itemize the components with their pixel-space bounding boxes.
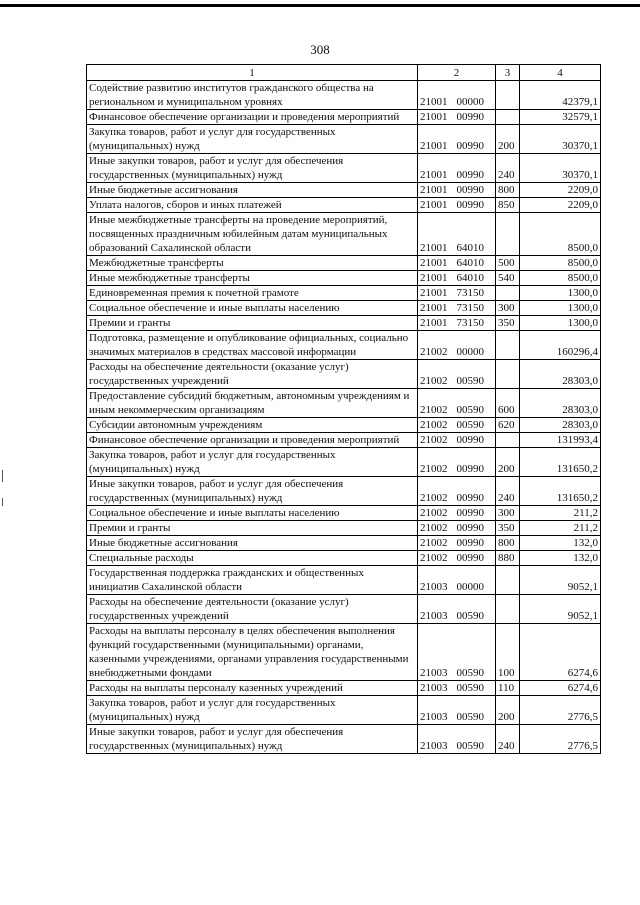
row-amount: 9052,1: [520, 595, 601, 624]
row-code-direction: 00990: [456, 140, 484, 152]
row-code-direction: 00990: [456, 199, 484, 211]
row-code-direction: 00590: [456, 667, 484, 679]
row-expense-type: 240: [496, 725, 520, 754]
row-code-direction: 00590: [456, 740, 484, 752]
row-code: [418, 331, 496, 360]
row-amount: 2209,0: [520, 198, 601, 213]
table-row: [87, 725, 601, 754]
table-row: [87, 521, 601, 536]
row-code-direction: 00000: [456, 581, 484, 593]
row-name: Премии и гранты: [87, 316, 418, 331]
row-code: [418, 418, 496, 433]
row-name: Межбюджетные трансферты: [87, 256, 418, 271]
table-row: [87, 624, 601, 681]
table-row: [87, 183, 601, 198]
row-amount: 1300,0: [520, 301, 601, 316]
row-expense-type: 850: [496, 198, 520, 213]
row-code-direction: 73150: [456, 317, 484, 329]
header-col-1: 1: [87, 65, 418, 81]
row-expense-type: 100: [496, 624, 520, 681]
row-code: [418, 433, 496, 448]
row-name: Уплата налогов, сборов и иных платежей: [87, 198, 418, 213]
row-code: [418, 110, 496, 125]
row-expense-type: 300: [496, 301, 520, 316]
row-code-program: 21002: [420, 507, 448, 519]
row-code: [418, 624, 496, 681]
table-row: [87, 506, 601, 521]
row-code-program: 21001: [420, 199, 448, 211]
row-code-direction: 00590: [456, 711, 484, 723]
row-amount: 1300,0: [520, 286, 601, 301]
row-expense-type: 350: [496, 521, 520, 536]
row-name: Социальное обеспечение и иные выплаты населению: [87, 301, 418, 316]
row-code-program: 21001: [420, 272, 448, 284]
row-code-direction: 73150: [456, 287, 484, 299]
row-code-program: 21003: [420, 581, 448, 593]
row-code-direction: 00990: [456, 537, 484, 549]
row-code-direction: 73150: [456, 302, 484, 314]
row-name: Подготовка, размещение и опубликование официальных, социально значимых материалов в средствах массовой информации: [87, 331, 418, 360]
table-row: [87, 418, 601, 433]
row-code-program: 21003: [420, 667, 448, 679]
row-name: Закупка товаров, работ и услуг для государственных (муниципальных) нужд: [87, 448, 418, 477]
row-amount: 131650,2: [520, 448, 601, 477]
row-code-program: 21001: [420, 242, 448, 254]
row-expense-type: 200: [496, 448, 520, 477]
row-expense-type: 540: [496, 271, 520, 286]
row-name: Иные закупки товаров, работ и услуг для обеспечения государственных (муниципальных) нужд: [87, 477, 418, 506]
row-amount: 211,2: [520, 521, 601, 536]
row-code: [418, 125, 496, 154]
table-header-row: [87, 65, 601, 81]
row-amount: 6274,6: [520, 681, 601, 696]
row-amount: 8500,0: [520, 213, 601, 256]
row-code: [418, 448, 496, 477]
row-code-direction: 00990: [456, 507, 484, 519]
table-row: [87, 389, 601, 418]
row-amount: 28303,0: [520, 389, 601, 418]
row-amount: 8500,0: [520, 271, 601, 286]
table-row: [87, 360, 601, 389]
row-expense-type: [496, 566, 520, 595]
row-amount: 30370,1: [520, 154, 601, 183]
header-col-3: 3: [496, 65, 520, 81]
table-row: [87, 256, 601, 271]
row-code-direction: 64010: [456, 257, 484, 269]
row-expense-type: [496, 360, 520, 389]
row-code: [418, 198, 496, 213]
table-row: [87, 448, 601, 477]
table-row: [87, 301, 601, 316]
row-code-direction: 00990: [456, 492, 484, 504]
row-code-program: 21002: [420, 537, 448, 549]
row-expense-type: 240: [496, 477, 520, 506]
row-expense-type: [496, 331, 520, 360]
row-code-program: 21001: [420, 287, 448, 299]
table-row: [87, 81, 601, 110]
row-name: Иные закупки товаров, работ и услуг для обеспечения государственных (муниципальных) нужд: [87, 725, 418, 754]
row-amount: 32579,1: [520, 110, 601, 125]
row-code-program: 21001: [420, 184, 448, 196]
row-name: Иные бюджетные ассигнования: [87, 183, 418, 198]
row-code: [418, 301, 496, 316]
row-expense-type: 880: [496, 551, 520, 566]
row-name: Расходы на обеспечение деятельности (оказание услуг) государственных учреждений: [87, 360, 418, 389]
table-row: [87, 110, 601, 125]
row-name: Субсидии автономным учреждениям: [87, 418, 418, 433]
row-name: Государственная поддержка гражданских и общественных инициатив Сахалинской области: [87, 566, 418, 595]
row-code-program: 21002: [420, 552, 448, 564]
row-code-direction: 64010: [456, 242, 484, 254]
row-code-direction: 64010: [456, 272, 484, 284]
row-code: [418, 551, 496, 566]
row-code-direction: 00990: [456, 522, 484, 534]
row-code-program: 21001: [420, 257, 448, 269]
row-expense-type: [496, 110, 520, 125]
table-row: [87, 566, 601, 595]
row-code: [418, 389, 496, 418]
row-code-direction: 00990: [456, 184, 484, 196]
row-code-direction: 00000: [456, 96, 484, 108]
row-code-program: 21003: [420, 740, 448, 752]
row-name: Расходы на обеспечение деятельности (оказание услуг) государственных учреждений: [87, 595, 418, 624]
row-expense-type: 620: [496, 418, 520, 433]
table-row: [87, 154, 601, 183]
header-col-4: 4: [520, 65, 601, 81]
row-amount: 2776,5: [520, 725, 601, 754]
row-code: [418, 256, 496, 271]
row-code: [418, 566, 496, 595]
row-name: Расходы на выплаты персоналу казенных учреждений: [87, 681, 418, 696]
row-expense-type: 200: [496, 696, 520, 725]
row-code-direction: 00590: [456, 682, 484, 694]
row-expense-type: [496, 81, 520, 110]
row-name: Иные межбюджетные трансферты на проведение мероприятий, посвященных праздничным юбилейным датам муниципальных образований Сахалинской области: [87, 213, 418, 256]
row-code-direction: 00990: [456, 463, 484, 475]
row-code-direction: 00990: [456, 169, 484, 181]
row-code-direction: 00990: [456, 434, 484, 446]
row-expense-type: 300: [496, 506, 520, 521]
table-row: [87, 696, 601, 725]
row-code-direction: 00590: [456, 610, 484, 622]
row-amount: 1300,0: [520, 316, 601, 331]
row-code: [418, 521, 496, 536]
row-name: Финансовое обеспечение организации и проведения мероприятий: [87, 110, 418, 125]
row-name: Премии и гранты: [87, 521, 418, 536]
row-code-program: 21001: [420, 140, 448, 152]
row-code: [418, 81, 496, 110]
row-code-program: 21002: [420, 375, 448, 387]
row-code-program: 21001: [420, 111, 448, 123]
row-expense-type: 110: [496, 681, 520, 696]
row-expense-type: [496, 595, 520, 624]
table-row: [87, 125, 601, 154]
table-row: [87, 433, 601, 448]
row-code: [418, 271, 496, 286]
row-code: [418, 286, 496, 301]
table-row: [87, 198, 601, 213]
table-row: [87, 595, 601, 624]
row-code-program: 21002: [420, 419, 448, 431]
table-row: [87, 286, 601, 301]
row-expense-type: 800: [496, 536, 520, 551]
row-expense-type: [496, 433, 520, 448]
table-row: [87, 536, 601, 551]
row-amount: 132,0: [520, 551, 601, 566]
budget-table: [86, 64, 601, 754]
row-amount: 6274,6: [520, 624, 601, 681]
row-name: Расходы на выплаты персоналу в целях обеспечения выполнения функций государственными (муниципальными) органами, казенными учреждениями, органами управления государственными внебюджетными фондами: [87, 624, 418, 681]
row-code: [418, 213, 496, 256]
table-row: [87, 477, 601, 506]
row-code-program: 21002: [420, 522, 448, 534]
row-code-program: 21001: [420, 96, 448, 108]
row-code: [418, 506, 496, 521]
budget-table-body: [87, 65, 601, 754]
header-col-2: 2: [418, 65, 496, 81]
table-row: [87, 331, 601, 360]
row-code-program: 21001: [420, 317, 448, 329]
table-row: [87, 551, 601, 566]
top-border-rule: [0, 4, 640, 7]
row-expense-type: [496, 213, 520, 256]
row-code: [418, 477, 496, 506]
row-name: Финансовое обеспечение организации и проведения мероприятий: [87, 433, 418, 448]
row-code-direction: 00000: [456, 346, 484, 358]
row-name: Социальное обеспечение и иные выплаты населению: [87, 506, 418, 521]
row-amount: 28303,0: [520, 360, 601, 389]
row-code-program: 21001: [420, 302, 448, 314]
row-expense-type: 240: [496, 154, 520, 183]
row-code-direction: 00590: [456, 404, 484, 416]
row-code: [418, 536, 496, 551]
row-amount: 8500,0: [520, 256, 601, 271]
row-code: [418, 154, 496, 183]
row-code-program: 21002: [420, 492, 448, 504]
row-amount: 2776,5: [520, 696, 601, 725]
row-code-program: 21003: [420, 610, 448, 622]
table-row: [87, 213, 601, 256]
row-code-program: 21002: [420, 404, 448, 416]
row-code-direction: 00990: [456, 552, 484, 564]
row-amount: 30370,1: [520, 125, 601, 154]
row-amount: 42379,1: [520, 81, 601, 110]
row-amount: 28303,0: [520, 418, 601, 433]
row-name: Единовременная премия к почетной грамоте: [87, 286, 418, 301]
row-name: Предоставление субсидий бюджетным, автономным учреждениям и иным некоммерческим организациям: [87, 389, 418, 418]
row-expense-type: 800: [496, 183, 520, 198]
row-name: Содействие развитию институтов гражданского общества на региональном и муниципальном уровнях: [87, 81, 418, 110]
row-amount: 131650,2: [520, 477, 601, 506]
row-code-program: 21002: [420, 434, 448, 446]
row-code-program: 21002: [420, 346, 448, 358]
row-name: Закупка товаров, работ и услуг для государственных (муниципальных) нужд: [87, 696, 418, 725]
row-name: Иные бюджетные ассигнования: [87, 536, 418, 551]
row-expense-type: [496, 286, 520, 301]
row-code: [418, 183, 496, 198]
table-row: [87, 681, 601, 696]
row-code-direction: 00590: [456, 375, 484, 387]
row-amount: 131993,4: [520, 433, 601, 448]
scan-margin-mark: [2, 498, 3, 506]
row-name: Иные межбюджетные трансферты: [87, 271, 418, 286]
row-amount: 2209,0: [520, 183, 601, 198]
row-code-program: 21001: [420, 169, 448, 181]
row-expense-type: 600: [496, 389, 520, 418]
table-row: [87, 316, 601, 331]
table-row: [87, 271, 601, 286]
row-name: Специальные расходы: [87, 551, 418, 566]
row-name: Иные закупки товаров, работ и услуг для обеспечения государственных (муниципальных) нужд: [87, 154, 418, 183]
row-amount: 9052,1: [520, 566, 601, 595]
row-code-direction: 00990: [456, 111, 484, 123]
row-code-program: 21002: [420, 463, 448, 475]
row-code: [418, 696, 496, 725]
row-code-program: 21003: [420, 682, 448, 694]
row-amount: 211,2: [520, 506, 601, 521]
row-code: [418, 595, 496, 624]
row-expense-type: 200: [496, 125, 520, 154]
page-number: 308: [310, 42, 330, 57]
row-code: [418, 316, 496, 331]
row-expense-type: 500: [496, 256, 520, 271]
scan-margin-mark: [2, 470, 3, 482]
row-amount: 160296,4: [520, 331, 601, 360]
row-code-direction: 00590: [456, 419, 484, 431]
row-code: [418, 681, 496, 696]
row-amount: 132,0: [520, 536, 601, 551]
row-code: [418, 725, 496, 754]
row-expense-type: 350: [496, 316, 520, 331]
row-name: Закупка товаров, работ и услуг для государственных (муниципальных) нужд: [87, 125, 418, 154]
row-code: [418, 360, 496, 389]
row-code-program: 21003: [420, 711, 448, 723]
